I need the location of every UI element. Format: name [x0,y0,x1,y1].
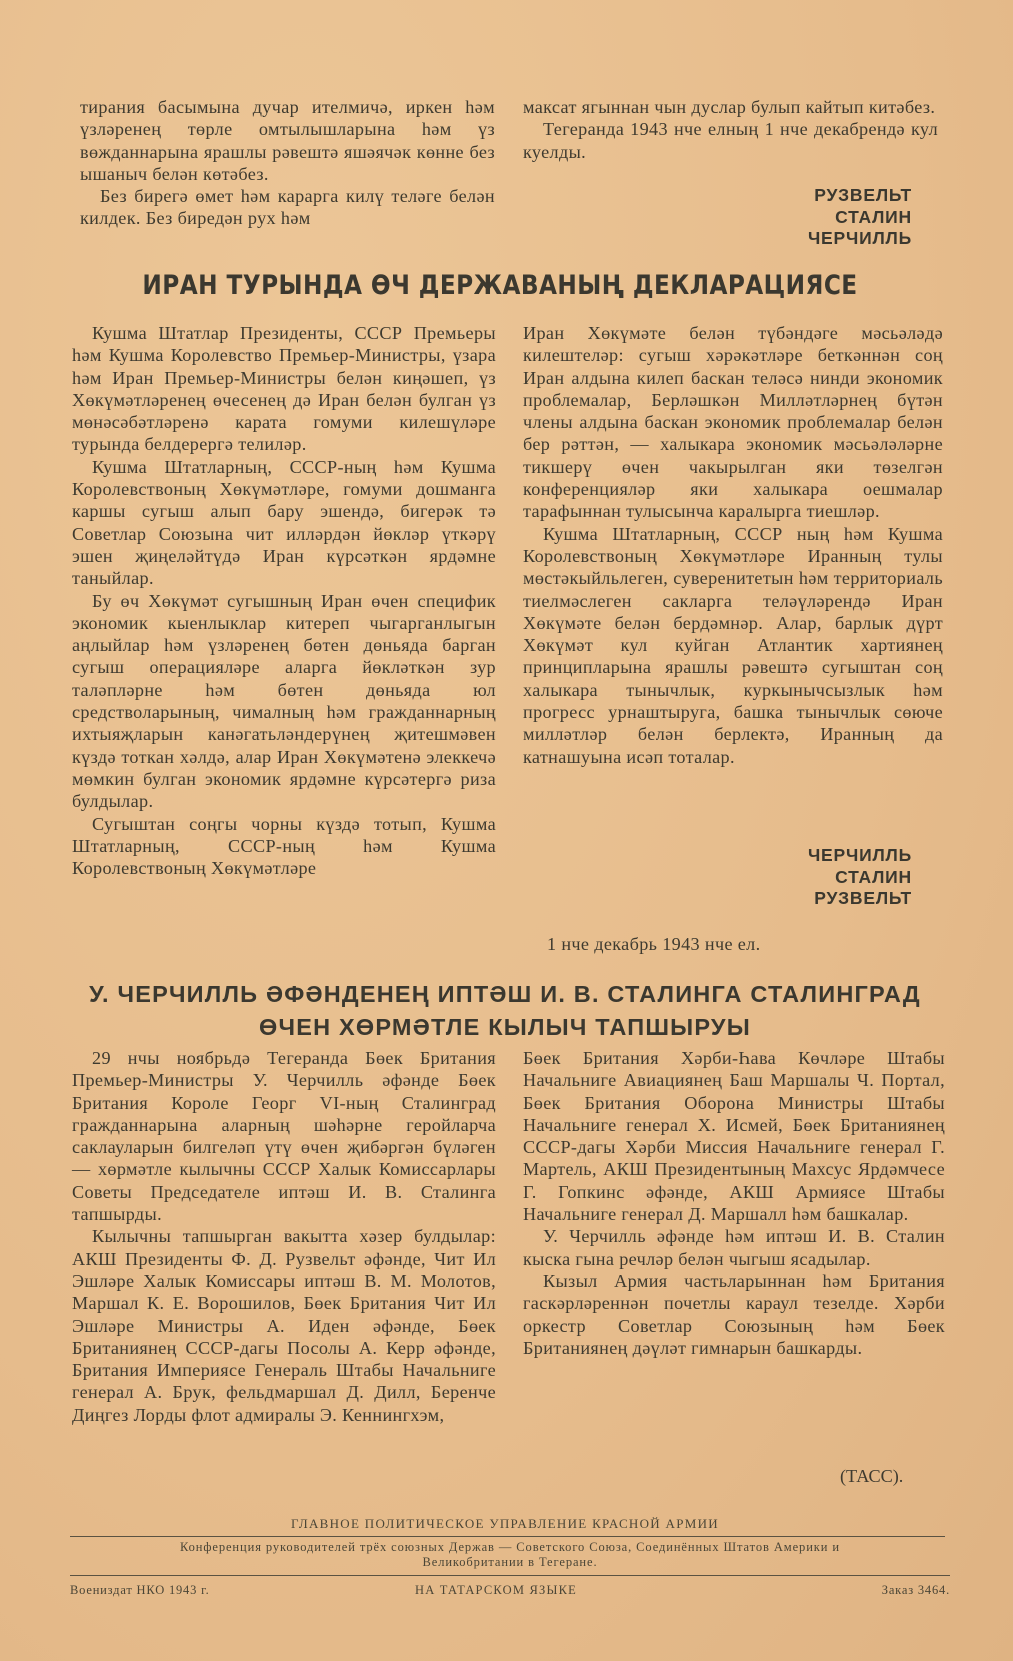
paragraph: Иран Хөкүмәте белән түбәндәге мәсьәләдә килештеләр: сугыш хәрәкәтләре беткәннән соң Иран алдына килеп баскан теләсә нинди экономик проблемалар, Берләшкән Милләтләрнең бүтән члены алдына баскан экономик проблемалар белән бер рәттән, — халыкара экономик мәсьәләләрне тикшерү өчен чакырылган яки төзелгән конференцияләр яки халыкара оешмалар тарафыннан тулысынча каралырга тиешләр. [523,323,943,522]
signature-roosevelt: РУЗВЕЛЬТ [814,185,912,205]
declaration-left-column [72,322,496,879]
top-signatures [700,185,912,250]
source-credit: (ТАСС). [840,1466,904,1486]
signature-churchill: ЧЕРЧИЛЛЬ [807,228,912,248]
paragraph: максат ягыннан чын дуслар булып кайтып китәбез. [523,97,936,117]
paragraph: Кушма Штатларның, СССР-ның һәм Кушма Королевствоның Хөкүмәтләре, гомуми дошманга каршы сугыш алып бару эшендә, бигерәк тә Советлар Союзына чит илләрдән йөкләр үткәрү эшен җиңеләйтүдә Иран күрсәткән ярдәмне таныйлар. [72,456,496,589]
declaration-right-column [523,322,943,768]
declaration-signatures [700,845,912,910]
paragraph: Кызыл Армия частьларыннан һәм Британия гаскәрләреннән почетлы караул тезелде. Хәрби оркестр Советлар Союзының һәм Бөек Британиянең дәүләт гимнарын башкарды. [523,1270,945,1358]
paragraph: Кылычны тапшырган вакытта хәзер булдылар: АКШ Президенты Ф. Д. Рузвельт әфәнде, Чит Ил Эшләре Халык Комиссары иптәш В. М. Молотов, Маршал К. Е. Ворошилов, Бөек Британия Чит Ил Эшләре Министры А. Иден әфәнде, Бөек Британиянең СССР-дагы Посолы А. Керр әфәнде, Британия Империясе Генераль Штабы Начальниге генерал А. Брук, фельдмаршал Д. Дилл, Беренче Диңгез Лорды флот адмиралы Э. Кеннингхэм, [72,1226,496,1425]
paragraph: Тегеранда 1943 нче елның 1 нче декабрендә кул куелды. [523,119,938,162]
paragraph: Бөек Британия Хәрби-Һава Көчләре Штабы Начальниге Авиациянең Баш Маршалы Ч. Портал, Бөек Британия Оборона Министры Штабы Начальниге генерал Х. Исмей, Бөек Британиянең СССР-дагы Хәрби Миссия Начальниге генерал Г. Мартель, АКШ Президентының Махсус Ярдәмчесе Г. Гопкинс әфәнде, АКШ Армиясе Штабы Начальниге генерал Д. Маршалл һәм башкалар. [523,1048,945,1225]
signature-roosevelt: РУЗВЕЛЬТ [814,888,912,908]
signature-stalin: СТАЛИН [835,206,912,227]
note-line: Великобритании в Тегеране. [422,1555,598,1569]
paragraph: Кушма Штатлар Президенты, СССР Премьеры һәм Кушма Королевство Премьер-Министры, үзара һәм Иран Премьер-Министры белән киңәшеп, үз Хөкүмәтләренең өчесенең дә Иран белән булган үз мөнәсәбәтләренә карата гомуми килешүләре турында белдерергә телиләр. [72,323,496,455]
sword-left-column [72,1047,496,1426]
order-number: Заказ 3464. [881,1583,950,1597]
divider [70,1536,945,1537]
title-line: ӨЧЕН ХӨРМӘТЛЕ КЫЛЫЧ ТАПШЫРУЫ [259,1014,751,1040]
publisher-imprint: Воениздат НКО 1943 г. [70,1583,210,1597]
title-line: У. ЧЕРЧИЛЛЬ ӘФӘНДЕНЕҢ ИПТӘШ И. В. СТАЛИНГА СТАЛИНГРАД [89,981,921,1007]
publisher-organization: ГЛАВНОЕ ПОЛИТИЧЕСКОЕ УПРАВЛЕНИЕ КРАСНОЙ АРМИИ [291,1516,719,1531]
paragraph: Без бирегә өмет һәм карарга килү теләге белән килдек. Без биредән рух һәм [80,186,495,229]
declaration-title: ИРАН ТУРЫНДА ӨЧ ДЕРЖАВАНЫҢ ДЕКЛАРАЦИЯСЕ [142,270,858,301]
divider [70,1575,950,1576]
declaration-date: 1 нче декабрь 1943 нче ел. [547,934,761,954]
sword-right-column [523,1047,945,1359]
language-note: НА ТАТАРСКОМ ЯЗЫКЕ [415,1583,577,1597]
sword-article-title [60,978,950,1044]
paragraph: Бу өч Хөкүмәт сугышның Иран өчен специфик экономик кыенлыклар китереп чыгарганлыгын аңлыйлар һәм үзләренең бөтен дөньяда барган сугыш операцияләре аларга йөкләткән зур таләпләрне һәм бөтен дөньяда юл средстволарының, чималның һәм гражданнарның ихтыяҗларын канәгатьләндерүнең җитешмәвен күздә тоткан хәлдә, алар Иран Хөкүмәтенә элеккечә мөмкин булган экономик ярдәмне күрсәтергә риза булдылар. [72,590,496,812]
paragraph: У. Черчилль әфәнде һәм иптәш И. В. Сталин кыска гына речләр белән чыгыш ясадылар. [523,1226,945,1269]
paragraph: тирания басымына дучар ителмичә, иркен һәм үзләренең төрле омтылышларына һәм үз вөжданнарына ярашлы рәвештә яшәячәк көнне без ышаныч белән көтәбез. [80,97,495,184]
signature-stalin: СТАЛИН [835,866,912,887]
paragraph: Кушма Штатларның, СССР ның һәм Кушма Королевствоның Хөкүмәтләре Иранның тулы мөстәкыйльлеген, суверенитетын һәм территориаль тиелмәслеген сакларга теләүләрендә Иран Хөкүмәте белән бердәмнәр. Алар, барлык дүрт Хөкүмәт кул куйган Атлантик хартиянең принципларына ярашлы рәвештә сугыштан соң халыкара тынычлык, куркынычсызлык һәм прогресс урнаштыруга, башка тынычлык сөюче милләтләр белән берлектә, Иранның да катнашуына исәп тоталар. [523,523,943,767]
top-left-column [80,96,495,230]
note-line: Конференция руководителей трёх союзных Держав — Советского Союза, Соединённых Штатов Америки и [180,1540,840,1554]
paragraph: Сугыштан соңгы чорны күздә тотып, Кушма Штатларның, СССР-ның һәм Кушма Королевствоның Хөкүмәтләре [72,813,496,879]
top-right-column [523,96,938,163]
signature-churchill: ЧЕРЧИЛЛЬ [807,845,912,865]
paragraph: 29 нчы ноябрьдә Тегеранда Бөек Британия Премьер-Министры У. Черчилль әфәнде Бөек Британия Короле Георг VI-ның Сталинград гражданнарына аларның шәһәрне геройларча саклауларын билгеләп үтү өчен җибәргән бүләген — хөрмәтле кылычны СССР Халык Комиссарлары Советы Председателе иптәш И. В. Сталинга тапшырды. [72,1048,497,1225]
footer-note [70,1540,950,1570]
